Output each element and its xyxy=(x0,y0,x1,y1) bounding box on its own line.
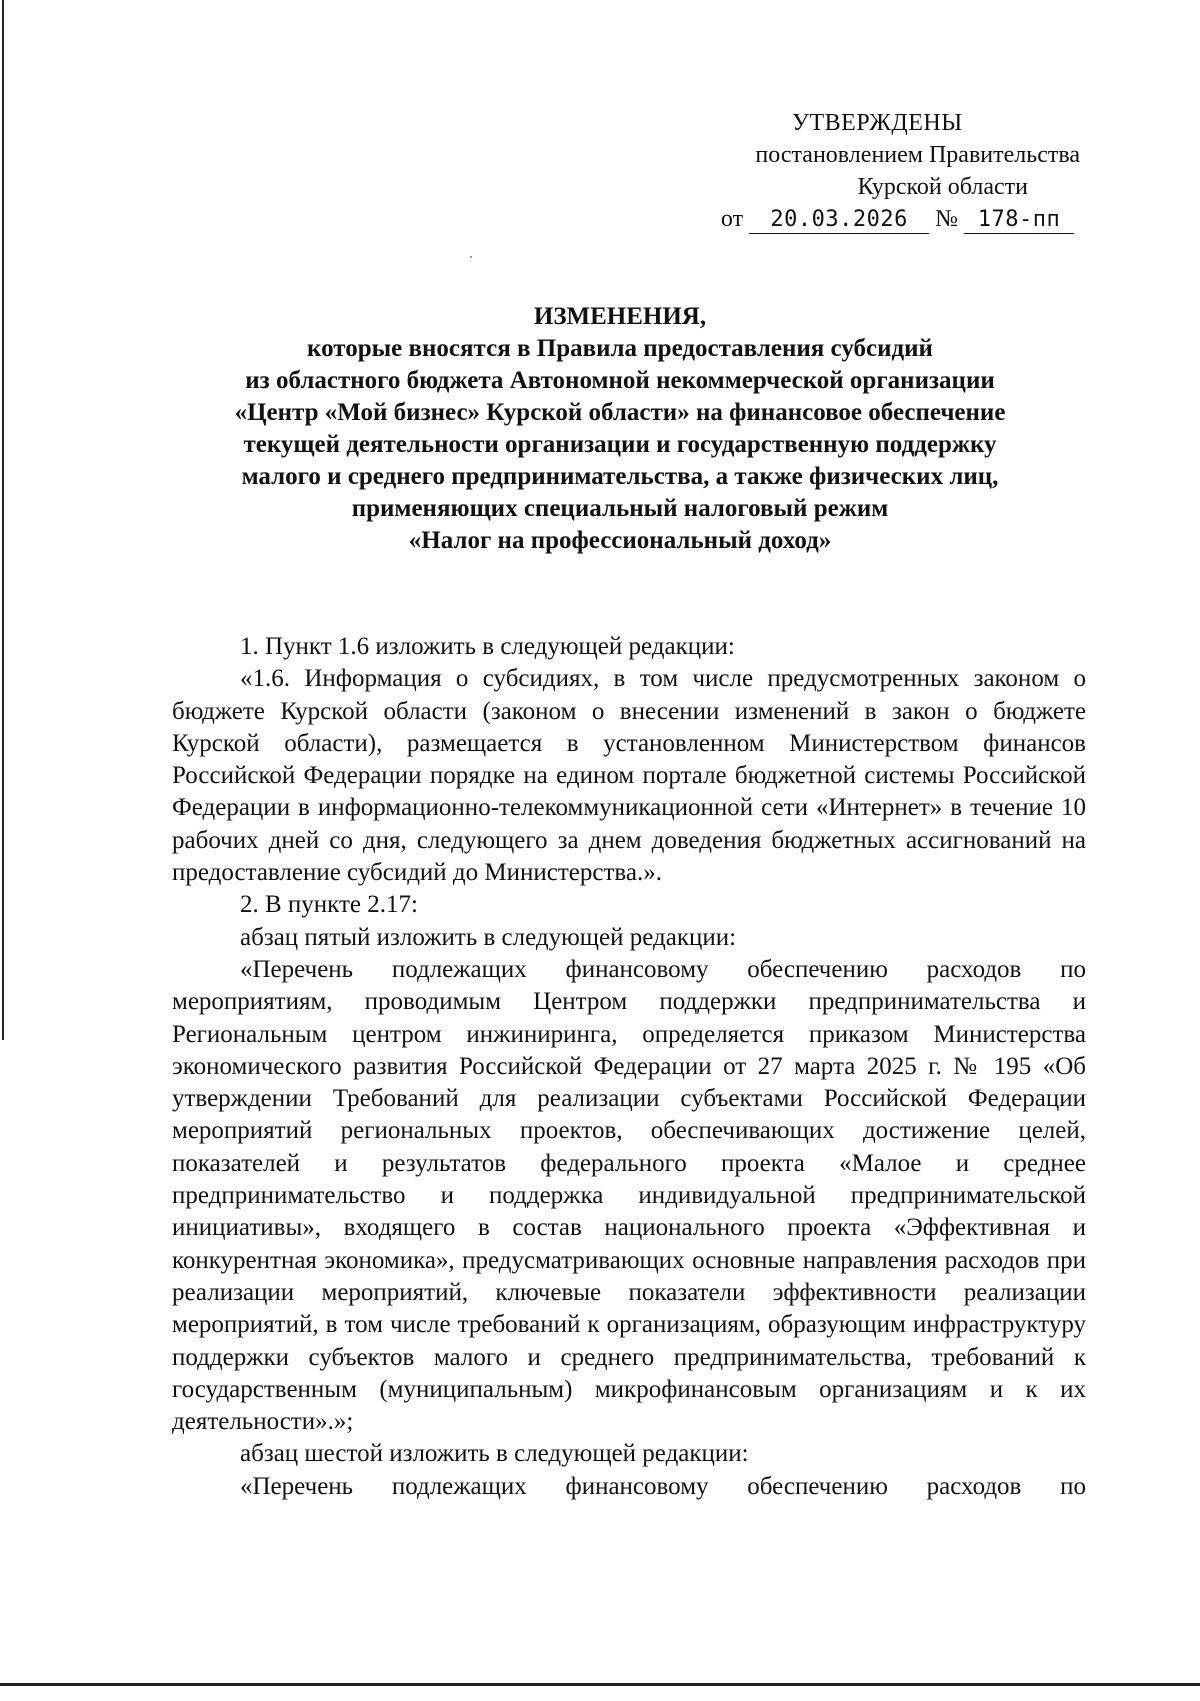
title-line: малого и среднего предпринимательства, а также физических лиц, xyxy=(241,463,999,490)
approval-date: 20.03.2026 xyxy=(749,207,929,234)
title-heading: ИЗМЕНЕНИЯ, xyxy=(533,303,707,330)
paragraph-item-1: 1. Пункт 1.6 изложить в следующей редакции: xyxy=(240,633,735,660)
paragraph-clause-1-6: «1.6. Информация о субсидиях, в том числе предусмотренных законом о бюджете Курской области (законом о внесении изменений в закон о бюджете Курской области), размещается в установленном Министерством финансов Российской Федерации порядке на едином портале бюджетной системы Российской Федерации в информационно-телекоммуникационной сети «Интернет» в течение 10 рабочих дней со дня, следующего за днем доведения бюджетных ассигнований на предоставление субсидий до Министерства.». xyxy=(172,665,1086,887)
date-prefix: от xyxy=(720,206,744,232)
scan-speck xyxy=(470,256,472,258)
title-line: которые вносятся в Правила предоставления субсидий xyxy=(307,335,933,362)
approval-stamp xyxy=(700,107,1088,235)
title-line: «Налог на профессиональный доход» xyxy=(408,527,832,554)
scan-bottom-edge xyxy=(0,1683,1200,1686)
document-title xyxy=(170,301,1070,557)
number-prefix: № xyxy=(935,206,958,232)
paragraph-subparagraph-5-intro: абзац пятый изложить в следующей редакции: xyxy=(240,923,737,951)
scan-left-edge xyxy=(2,0,4,1040)
approval-date-row xyxy=(700,203,1088,235)
approval-number: 178-пп xyxy=(964,207,1074,234)
paragraph-subparagraph-5-text: «Перечень подлежащих финансовому обеспечению расходов по мероприятиям, проводимым Центром поддержки предпринимательства и Региональным центром инжиниринга, определяется приказом Министерства экономического развития Российской Федерации от 27 марта 2025 г. № 195 «Об утверждении Требований для реализации субъектами Российской Федерации мероприятий региональных проектов, обеспечивающих достижение целей, показателей и результатов федерального проекта «Малое и среднее предпринимательство и поддержка индивидуальной предпринимательской инициативы», входящего в состав национального проекта «Эффективная и конкурентная экономика», предусматривающих основные направления расходов при реализации мероприятий, ключевые показатели эффективности реализации мероприятий, в том числе требований к организациям, образующим инфраструктуру поддержки субъектов малого и среднего предпринимательства, требований к государственным (муниципальным) микрофинансовым организациям и к их деятельности».»; xyxy=(172,955,1086,1436)
title-line: «Центр «Мой бизнес» Курской области» на финансовое обеспечение xyxy=(234,399,1006,426)
approval-line-1: постановлением Правительства xyxy=(755,142,1080,168)
title-line: из областного бюджета Автономной некоммерческой организации xyxy=(245,367,995,394)
paragraph-item-2: 2. В пункте 2.17: xyxy=(240,891,418,919)
title-line: применяющих специальный налоговый режим xyxy=(351,495,889,522)
approval-heading: УТВЕРЖДЕНЫ xyxy=(792,110,963,136)
paragraph-subparagraph-6-intro: абзац шестой изложить в следующей редакции: xyxy=(240,1440,749,1468)
title-line: текущей деятельности организации и государственную поддержку xyxy=(243,431,997,458)
paragraph-subparagraph-6-text: «Перечень подлежащих финансовому обеспечению расходов по xyxy=(240,1472,1086,1500)
document-body xyxy=(172,631,1086,1503)
approval-line-2: Курской области xyxy=(857,174,1028,200)
